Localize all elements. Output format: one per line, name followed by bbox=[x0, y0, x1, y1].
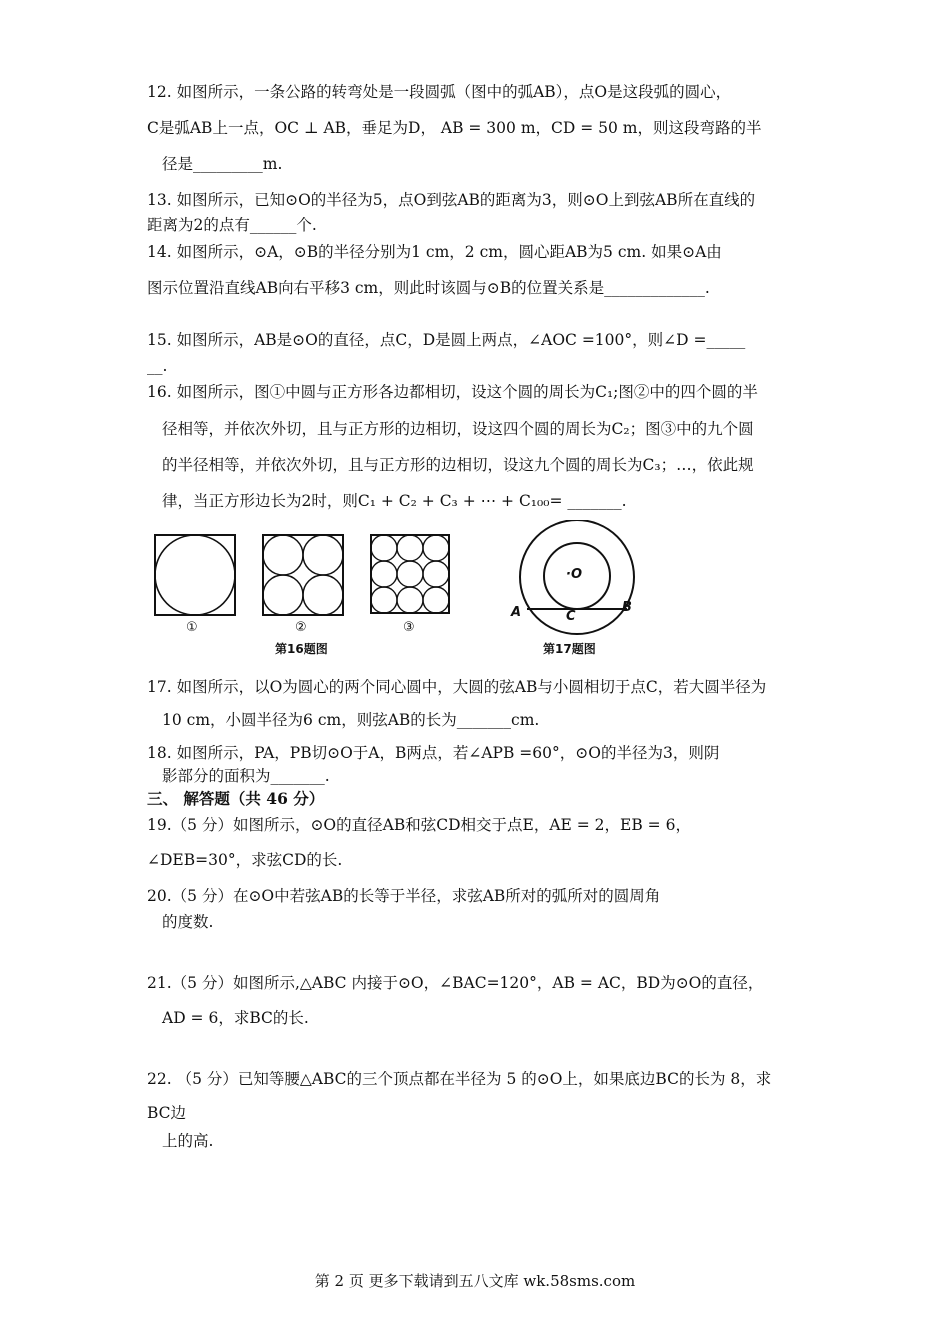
fig17-caption: 第17题图 bbox=[543, 642, 596, 656]
q18-line1: 18. 如图所示，PA，PB切⊙O于A，B两点，若∠APB =60°，⊙O的半径为3，则阴 bbox=[147, 744, 720, 762]
q16-line1: 16. 如图所示，图①中圆与正方形各边都相切，设这个圆的周长为C₁;图②中的四个圆的半 bbox=[147, 383, 758, 401]
q13-line2: 距离为2的点有______个. bbox=[147, 216, 317, 234]
q12-line1: 12. 如图所示，一条公路的转弯处是一段圆弧（图中的弧AB），点O是这段弧的圆心， bbox=[147, 83, 732, 101]
q18-line2: 影部分的面积为_______. bbox=[162, 767, 330, 785]
q21-line2: AD = 6，求BC的长. bbox=[162, 1009, 309, 1027]
fig16-square-3 bbox=[371, 535, 449, 613]
q14-line2: 图示位置沿直线AB向右平移3 cm，则此时该圆与⊙B的位置关系是_____________. bbox=[147, 279, 710, 297]
q12-line2: C是弧AB上一点，OC ⊥ AB，垂足为D， AB = 300 m，CD = 50 m，则这段弯路的半 bbox=[147, 119, 762, 137]
q20-line2: 的度数. bbox=[162, 913, 214, 931]
q15-line2: __. bbox=[147, 357, 168, 375]
fig16-square-2 bbox=[263, 535, 343, 615]
fig17-label-a: A bbox=[511, 605, 522, 620]
q21-line1: 21.（5 分）如图所示,△ABC 内接于⊙O，∠BAC=120°，AB = AC，BD为⊙O的直径， bbox=[147, 974, 764, 992]
page-footer: 第 2 页 更多下载请到五八文库 wk.58sms.com bbox=[314, 1272, 636, 1290]
fig17-label-c: C bbox=[566, 609, 576, 624]
fig17-label-b: B bbox=[622, 600, 632, 615]
q19-line1: 19.（5 分）如图所示，⊙O的直径AB和弦CD相交于点E，AE = 2，EB = 6， bbox=[147, 816, 691, 834]
fig16-label-1: ① bbox=[186, 620, 198, 635]
q19-line2: ∠DEB=30°，求弦CD的长. bbox=[147, 851, 343, 869]
fig17-label-o: ·O bbox=[566, 567, 582, 582]
q17-line1: 17. 如图所示，以O为圆心的两个同心圆中，大圆的弦AB与小圆相切于点C，若大圆半径为 bbox=[147, 678, 767, 696]
q22-line1: 22. （5 分）已知等腰△ABC的三个顶点都在半径为 5 的⊙O上，如果底边BC的长为 8，求 bbox=[147, 1070, 772, 1088]
q12-line3: 径是_________m. bbox=[162, 155, 283, 173]
fig16-caption: 第16题图 bbox=[275, 642, 328, 656]
q16-line3: 的半径相等，并依次外切，且与正方形的边相切，设这九个圆的周长为C₃；…，依此规 bbox=[162, 456, 754, 474]
fig16-label-2: ② bbox=[295, 620, 307, 635]
q15-line1: 15. 如图所示，AB是⊙O的直径，点C，D是圆上两点，∠AOC =100°，则∠D =_____ bbox=[147, 331, 746, 349]
figure-16 bbox=[150, 530, 450, 630]
q22-line3: 上的高. bbox=[162, 1132, 214, 1150]
q17-line2: 10 cm，小圆半径为6 cm，则弦AB的长为_______cm. bbox=[162, 711, 540, 729]
q16-line2: 径相等，并依次外切，且与正方形的边相切，设这四个圆的周长为C₂；图③中的九个圆 bbox=[162, 420, 754, 438]
fig16-circle-1 bbox=[155, 535, 235, 615]
section-3-heading: 三、 解答题（共 46 分） bbox=[147, 789, 325, 808]
q20-line1: 20.（5 分）在⊙O中若弦AB的长等于半径，求弦AB所对的弧所对的圆周角 bbox=[147, 887, 661, 905]
q13-line1: 13. 如图所示，已知⊙O的半径为5，点O到弦AB的距离为3，则⊙O上到弦AB所在直线的 bbox=[147, 191, 756, 209]
q14-line1: 14. 如图所示，⊙A，⊙B的半径分别为1 cm，2 cm，圆心距AB为5 cm. 如果⊙A由 bbox=[147, 243, 722, 261]
q16-line4: 律，当正方形边长为2时，则C₁ + C₂ + C₃ + ⋯ + C₁₀₀= _______. bbox=[162, 492, 627, 510]
fig16-label-3: ③ bbox=[403, 620, 415, 635]
q22-line2: BC边 bbox=[147, 1104, 187, 1122]
